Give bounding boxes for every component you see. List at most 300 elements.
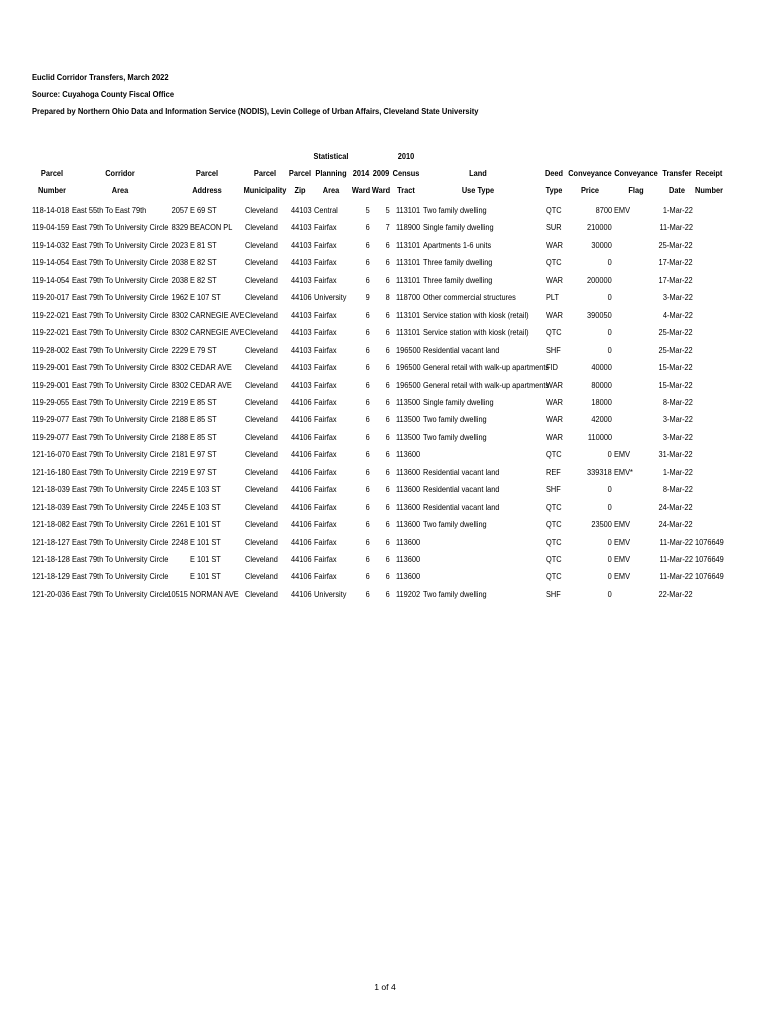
column-header-transfer-date: Transfer [662, 168, 692, 178]
cell-land-use-type: General retail with walk-up apartments [423, 362, 550, 373]
cell-land-use-type: Residential vacant land [423, 466, 500, 477]
cell-corridor-area: East 79th To University Circle [72, 519, 169, 530]
cell-ward-2009: 6 [385, 362, 390, 373]
cell-address-number: 2219 [171, 466, 188, 477]
cell-receipt-number: 1076649 [695, 536, 724, 547]
cell-zip: 44106 [291, 571, 312, 582]
cell-ward-2014: 9 [365, 292, 370, 303]
cell-parcel-number: 119-28-002 [32, 344, 70, 355]
cell-zip: 44106 [291, 449, 312, 460]
cell-census-tract: 196500 [396, 379, 421, 390]
cell-corridor-area: East 79th To University Circle [72, 536, 169, 547]
cell-census-tract: 113101 [396, 327, 421, 338]
cell-land-use-type: Single family dwelling [423, 222, 494, 233]
cell-address-number: 2219 [171, 396, 188, 407]
cell-corridor-area: East 79th To University Circle [72, 449, 169, 460]
cell-municipality: Cleveland [245, 309, 278, 320]
cell-municipality: Cleveland [245, 449, 278, 460]
cell-land-use-type: Two family dwelling [423, 414, 487, 425]
cell-deed-type: WAR [546, 274, 563, 285]
cell-parcel-number: 121-18-039 [32, 501, 70, 512]
cell-conveyance-price: 339318 [587, 466, 612, 477]
cell-corridor-area: East 79th To University Circle [72, 501, 169, 512]
cell-address-street: E 85 ST [190, 396, 217, 407]
cell-ward-2014: 6 [365, 396, 370, 407]
cell-ward-2009: 6 [385, 344, 390, 355]
cell-planning-area: Fairfax [314, 484, 337, 495]
cell-conveyance-price: 23500 [591, 519, 612, 530]
column-header-census-tract: Census [392, 168, 420, 178]
cell-ward-2009: 5 [385, 205, 390, 215]
cell-deed-type: WAR [546, 431, 563, 442]
cell-address-street: E 97 ST [190, 466, 217, 477]
cell-municipality: Cleveland [245, 396, 278, 407]
cell-land-use-type: Residential vacant land [423, 344, 500, 355]
cell-ward-2014: 6 [365, 431, 370, 442]
cell-address-number: 8302 [171, 327, 188, 338]
cell-planning-area: Fairfax [314, 554, 337, 564]
cell-land-use-type: Apartments 1-6 units [423, 239, 492, 250]
cell-census-tract: 113500 [396, 414, 421, 425]
cell-zip: 44106 [291, 396, 312, 407]
cell-municipality: Cleveland [245, 257, 278, 268]
cell-ward-2009: 6 [385, 396, 390, 407]
cell-address-street: E 85 ST [190, 414, 217, 425]
cell-corridor-area: East 79th To University Circle [72, 431, 169, 442]
cell-conveyance-flag: EMV [614, 536, 631, 547]
cell-transfer-date: 3-Mar-22 [663, 292, 693, 303]
cell-conveyance-flag: EMV [614, 205, 631, 215]
cell-ward-2009: 6 [385, 309, 390, 320]
column-header-ward-2009: Ward [371, 185, 391, 195]
cell-conveyance-price: 80000 [591, 379, 612, 390]
cell-conveyance-price: 0 [607, 571, 612, 582]
cell-planning-area: Fairfax [314, 536, 337, 547]
cell-address-number: 2245 [171, 501, 188, 512]
cell-address-street: E 82 ST [190, 257, 217, 268]
cell-zip: 44103 [291, 379, 312, 390]
cell-parcel-number: 118-14-018 [32, 205, 70, 215]
cell-corridor-area: East 79th To University Circle [72, 309, 169, 320]
cell-corridor-area: East 79th To University Circle [72, 257, 169, 268]
cell-zip: 44103 [291, 222, 312, 233]
cell-ward-2009: 6 [385, 431, 390, 442]
cell-parcel-number: 119-29-055 [32, 396, 70, 407]
cell-land-use-type: Other commercial structures [423, 292, 516, 303]
cell-ward-2009: 6 [385, 327, 390, 338]
cell-land-use-type: Three family dwelling [423, 274, 493, 285]
cell-deed-type: WAR [546, 379, 563, 390]
cell-conveyance-flag: EMV [614, 519, 631, 530]
report-title: Euclid Corridor Transfers, March 2022 [32, 72, 169, 82]
cell-address-street: CEDAR AVE [190, 362, 232, 373]
cell-deed-type: WAR [546, 239, 563, 250]
cell-ward-2009: 6 [385, 379, 390, 390]
cell-conveyance-price: 0 [607, 588, 612, 599]
cell-parcel-number: 121-18-082 [32, 519, 70, 530]
cell-conveyance-price: 0 [607, 536, 612, 547]
column-header-conveyance-price: Conveyance [568, 168, 612, 178]
cell-planning-area: Fairfax [314, 362, 337, 373]
column-header-corridor-area: Area [111, 185, 129, 195]
cell-address-number: 2188 [171, 431, 188, 442]
cell-address-street: E 97 ST [190, 449, 217, 460]
column-header-census-tract: 2010 [397, 151, 415, 161]
cell-census-tract: 196500 [396, 344, 421, 355]
cell-ward-2009: 6 [385, 414, 390, 425]
cell-transfer-date: 1-Mar-22 [663, 466, 693, 477]
cell-address-street: E 85 ST [190, 431, 217, 442]
cell-corridor-area: East 79th To University Circle [72, 379, 169, 390]
column-header-deed-type: Type [545, 185, 563, 195]
cell-land-use-type: Single family dwelling [423, 396, 494, 407]
cell-planning-area: Fairfax [314, 274, 337, 285]
column-header-planning-area: Statistical [313, 151, 349, 161]
cell-deed-type: QTC [546, 501, 562, 512]
column-header-ward-2014: 2014 [352, 168, 370, 178]
cell-ward-2009: 6 [385, 239, 390, 250]
cell-corridor-area: East 79th To University Circle [72, 414, 169, 425]
cell-transfer-date: 4-Mar-22 [663, 309, 693, 320]
cell-land-use-type: Residential vacant land [423, 484, 500, 495]
cell-ward-2009: 6 [385, 274, 390, 285]
cell-census-tract: 113600 [396, 501, 421, 512]
cell-planning-area: Fairfax [314, 222, 337, 233]
cell-municipality: Cleveland [245, 222, 278, 233]
cell-transfer-date: 15-Mar-22 [658, 362, 693, 373]
cell-municipality: Cleveland [245, 484, 278, 495]
cell-ward-2014: 6 [365, 554, 370, 564]
cell-address-street: E 101 ST [190, 536, 221, 547]
column-header-parcel-number: Number [38, 185, 66, 195]
cell-zip: 44106 [291, 588, 312, 599]
cell-land-use-type: Service station with kiosk (retail) [423, 327, 529, 338]
cell-corridor-area: East 55th To East 79th [72, 205, 147, 215]
cell-address-number: 2181 [171, 449, 188, 460]
cell-land-use-type: Two family dwelling [423, 519, 487, 530]
cell-planning-area: Fairfax [314, 344, 337, 355]
cell-transfer-date: 11-Mar-22 [659, 571, 693, 582]
cell-land-use-type: Two family dwelling [423, 588, 487, 599]
cell-planning-area: Fairfax [314, 414, 337, 425]
cell-corridor-area: East 79th To University Circle [72, 327, 169, 338]
cell-ward-2014: 6 [365, 362, 370, 373]
cell-municipality: Cleveland [245, 379, 278, 390]
cell-receipt-number: 1076649 [695, 554, 724, 564]
cell-transfer-date: 25-Mar-22 [658, 344, 693, 355]
column-header-receipt-number: Receipt [695, 168, 723, 178]
column-header-parcel-address: Address [192, 185, 222, 195]
column-header-conveyance-price: Price [580, 185, 600, 195]
cell-ward-2009: 6 [385, 554, 390, 564]
cell-municipality: Cleveland [245, 501, 278, 512]
cell-conveyance-price: 110000 [587, 431, 612, 442]
cell-deed-type: QTC [546, 205, 562, 215]
cell-municipality: Cleveland [245, 519, 278, 530]
cell-address-street: E 69 ST [190, 205, 217, 215]
cell-ward-2009: 6 [385, 536, 390, 547]
cell-conveyance-price: 40000 [591, 362, 612, 373]
cell-parcel-number: 119-14-054 [32, 257, 70, 268]
cell-transfer-date: 25-Mar-22 [658, 239, 693, 250]
cell-ward-2014: 6 [365, 571, 370, 582]
cell-planning-area: Fairfax [314, 431, 337, 442]
cell-conveyance-price: 30000 [591, 239, 612, 250]
cell-census-tract: 118700 [396, 292, 421, 303]
cell-transfer-date: 3-Mar-22 [663, 431, 693, 442]
cell-conveyance-flag: EMV [614, 554, 631, 564]
cell-conveyance-price: 0 [607, 449, 612, 460]
cell-ward-2009: 6 [385, 501, 390, 512]
cell-ward-2014: 6 [365, 327, 370, 338]
cell-corridor-area: East 79th To University Circle [72, 484, 169, 495]
cell-planning-area: Fairfax [314, 449, 337, 460]
cell-deed-type: QTC [546, 554, 562, 564]
column-header-ward-2014: Ward [351, 185, 371, 195]
cell-conveyance-price: 390050 [587, 309, 612, 320]
cell-corridor-area: East 79th To University Circle [72, 362, 169, 373]
cell-address-number: 2245 [171, 484, 188, 495]
column-header-parcel-municipality: Parcel [253, 168, 277, 178]
cell-ward-2014: 5 [365, 205, 370, 215]
cell-ward-2014: 6 [365, 379, 370, 390]
cell-address-number: 2248 [171, 536, 188, 547]
cell-planning-area: Fairfax [314, 501, 337, 512]
cell-municipality: Cleveland [245, 554, 278, 564]
cell-conveyance-price: 0 [607, 554, 612, 564]
cell-conveyance-price: 0 [607, 327, 612, 338]
cell-land-use-type: General retail with walk-up apartments [423, 379, 550, 390]
cell-ward-2014: 6 [365, 274, 370, 285]
cell-municipality: Cleveland [245, 588, 278, 599]
cell-transfer-date: 17-Mar-22 [658, 257, 693, 268]
cell-transfer-date: 11-Mar-22 [659, 536, 693, 547]
cell-deed-type: QTC [546, 327, 562, 338]
cell-address-number: 2023 [171, 239, 188, 250]
cell-address-street: E 103 ST [190, 484, 221, 495]
column-header-corridor-area: Corridor [105, 168, 135, 178]
cell-zip: 44106 [291, 554, 312, 564]
cell-zip: 44103 [291, 309, 312, 320]
column-header-land-use-type: Use Type [461, 185, 495, 195]
cell-parcel-number: 119-22-021 [32, 327, 70, 338]
cell-zip: 44106 [291, 431, 312, 442]
cell-transfer-date: 1-Mar-22 [663, 205, 693, 215]
cell-transfer-date: 24-Mar-22 [658, 519, 693, 530]
cell-zip: 44106 [291, 414, 312, 425]
column-header-conveyance-flag: Flag [628, 185, 644, 195]
cell-census-tract: 196500 [396, 362, 421, 373]
cell-census-tract: 113600 [396, 519, 421, 530]
cell-ward-2009: 6 [385, 588, 390, 599]
column-header-parcel-municipality: Municipality [243, 185, 287, 195]
cell-ward-2009: 6 [385, 484, 390, 495]
cell-ward-2009: 6 [385, 519, 390, 530]
cell-planning-area: Fairfax [314, 309, 337, 320]
cell-conveyance-price: 18000 [591, 396, 612, 407]
cell-ward-2014: 6 [365, 501, 370, 512]
cell-planning-area: Fairfax [314, 379, 337, 390]
cell-address-street: E 107 ST [190, 292, 221, 303]
cell-census-tract: 113500 [396, 431, 421, 442]
cell-address-street: CEDAR AVE [190, 379, 232, 390]
cell-municipality: Cleveland [245, 205, 278, 215]
cell-address-number: 2038 [171, 257, 188, 268]
cell-transfer-date: 17-Mar-22 [658, 274, 693, 285]
cell-transfer-date: 15-Mar-22 [658, 379, 693, 390]
cell-municipality: Cleveland [245, 239, 278, 250]
cell-conveyance-price: 0 [607, 344, 612, 355]
cell-corridor-area: East 79th To University Circle [72, 222, 169, 233]
cell-ward-2014: 6 [365, 239, 370, 250]
column-header-census-tract: Tract [397, 185, 415, 195]
cell-address-number: 10515 [167, 588, 188, 599]
cell-corridor-area: East 79th To University Circle [72, 571, 169, 582]
cell-ward-2009: 8 [385, 292, 390, 303]
cell-address-number: 2229 [171, 344, 188, 355]
cell-corridor-area: East 79th To University Circle [72, 274, 169, 285]
cell-conveyance-flag: EMV [614, 571, 631, 582]
cell-conveyance-price: 210000 [587, 222, 612, 233]
cell-parcel-number: 119-14-032 [32, 239, 70, 250]
cell-census-tract: 113101 [396, 239, 421, 250]
cell-planning-area: Central [314, 205, 338, 215]
cell-census-tract: 113101 [396, 274, 421, 285]
cell-corridor-area: East 79th To University Circle [72, 588, 169, 599]
cell-address-street: E 101 ST [190, 571, 221, 582]
cell-municipality: Cleveland [245, 274, 278, 285]
cell-address-street: E 81 ST [190, 239, 217, 250]
cell-ward-2009: 6 [385, 571, 390, 582]
cell-census-tract: 113600 [396, 554, 421, 564]
cell-planning-area: Fairfax [314, 239, 337, 250]
cell-ward-2014: 6 [365, 519, 370, 530]
cell-zip: 44103 [291, 205, 312, 215]
cell-transfer-date: 8-Mar-22 [663, 484, 693, 495]
cell-parcel-number: 119-29-001 [32, 379, 70, 390]
cell-address-number: 8302 [171, 362, 188, 373]
cell-ward-2014: 6 [365, 344, 370, 355]
cell-ward-2014: 6 [365, 257, 370, 268]
cell-ward-2009: 6 [385, 449, 390, 460]
cell-transfer-date: 22-Mar-22 [658, 588, 693, 599]
cell-zip: 44103 [291, 362, 312, 373]
cell-municipality: Cleveland [245, 292, 278, 303]
cell-municipality: Cleveland [245, 536, 278, 547]
cell-corridor-area: East 79th To University Circle [72, 396, 169, 407]
cell-planning-area: Fairfax [314, 466, 337, 477]
cell-census-tract: 113500 [396, 396, 421, 407]
cell-transfer-date: 24-Mar-22 [658, 501, 693, 512]
cell-address-number: 2188 [171, 414, 188, 425]
cell-deed-type: QTC [546, 571, 562, 582]
cell-corridor-area: East 79th To University Circle [72, 466, 169, 477]
cell-planning-area: Fairfax [314, 257, 337, 268]
cell-address-street: E 79 ST [190, 344, 217, 355]
report-source: Source: Cuyahoga County Fiscal Office [32, 89, 175, 99]
column-header-receipt-number: Number [695, 185, 723, 195]
cell-planning-area: University [314, 588, 347, 599]
cell-census-tract: 113600 [396, 536, 421, 547]
cell-deed-type: WAR [546, 309, 563, 320]
cell-deed-type: WAR [546, 414, 563, 425]
cell-address-number: 2261 [171, 519, 188, 530]
cell-land-use-type: Service station with kiosk (retail) [423, 309, 529, 320]
cell-parcel-number: 119-14-054 [32, 274, 70, 285]
cell-municipality: Cleveland [245, 466, 278, 477]
cell-parcel-number: 119-22-021 [32, 309, 70, 320]
cell-address-street: E 101 ST [190, 519, 221, 530]
cell-conveyance-price: 0 [607, 501, 612, 512]
column-header-ward-2009: 2009 [372, 168, 390, 178]
cell-deed-type: WAR [546, 396, 563, 407]
column-header-planning-area: Planning [315, 168, 347, 178]
cell-parcel-number: 119-29-077 [32, 414, 70, 425]
column-header-land-use-type: Land [469, 168, 487, 178]
cell-parcel-number: 119-29-001 [32, 362, 70, 373]
cell-parcel-number: 119-04-159 [32, 222, 70, 233]
cell-transfer-date: 31-Mar-22 [658, 449, 693, 460]
cell-ward-2014: 6 [365, 222, 370, 233]
cell-land-use-type: Two family dwelling [423, 431, 487, 442]
cell-deed-type: SHF [546, 484, 561, 495]
column-header-planning-area: Area [322, 185, 340, 195]
cell-planning-area: University [314, 292, 347, 303]
cell-municipality: Cleveland [245, 571, 278, 582]
cell-census-tract: 113600 [396, 449, 421, 460]
report-prepared-by: Prepared by Northern Ohio Data and Information Service (NODIS), Levin College of Urban Affairs, Cleveland State University [32, 106, 479, 116]
cell-zip: 44106 [291, 501, 312, 512]
cell-census-tract: 113101 [396, 205, 421, 215]
cell-zip: 44103 [291, 344, 312, 355]
cell-census-tract: 113600 [396, 466, 421, 477]
cell-planning-area: Fairfax [314, 396, 337, 407]
cell-transfer-date: 25-Mar-22 [658, 327, 693, 338]
cell-address-street: E 82 ST [190, 274, 217, 285]
cell-ward-2014: 6 [365, 449, 370, 460]
cell-address-street: CARNEGIE AVE [190, 327, 245, 338]
cell-address-street: NORMAN AVE [190, 588, 239, 599]
cell-zip: 44106 [291, 536, 312, 547]
cell-census-tract: 113101 [396, 257, 421, 268]
cell-parcel-number: 121-16-180 [32, 466, 70, 477]
column-header-parcel-zip: Parcel [288, 168, 312, 178]
cell-census-tract: 113600 [396, 571, 421, 582]
column-header-deed-type: Deed [544, 168, 564, 178]
cell-parcel-number: 121-16-070 [32, 449, 70, 460]
cell-zip: 44106 [291, 466, 312, 477]
cell-corridor-area: East 79th To University Circle [72, 239, 169, 250]
cell-address-number: 1962 [171, 292, 188, 303]
cell-address-street: BEACON PL [190, 222, 233, 233]
cell-planning-area: Fairfax [314, 327, 337, 338]
cell-deed-type: SUR [546, 222, 562, 233]
cell-census-tract: 113600 [396, 484, 421, 495]
cell-transfer-date: 3-Mar-22 [663, 414, 693, 425]
cell-conveyance-flag: EMV* [614, 466, 633, 477]
cell-zip: 44103 [291, 239, 312, 250]
column-header-parcel-address: Parcel [195, 168, 219, 178]
cell-land-use-type: Two family dwelling [423, 205, 487, 215]
cell-parcel-number: 121-20-036 [32, 588, 70, 599]
cell-municipality: Cleveland [245, 431, 278, 442]
cell-transfer-date: 8-Mar-22 [663, 396, 693, 407]
cell-corridor-area: East 79th To University Circle [72, 344, 169, 355]
cell-zip: 44103 [291, 257, 312, 268]
cell-ward-2009: 7 [385, 222, 390, 233]
cell-address-number: 8329 [171, 222, 188, 233]
cell-ward-2014: 6 [365, 309, 370, 320]
